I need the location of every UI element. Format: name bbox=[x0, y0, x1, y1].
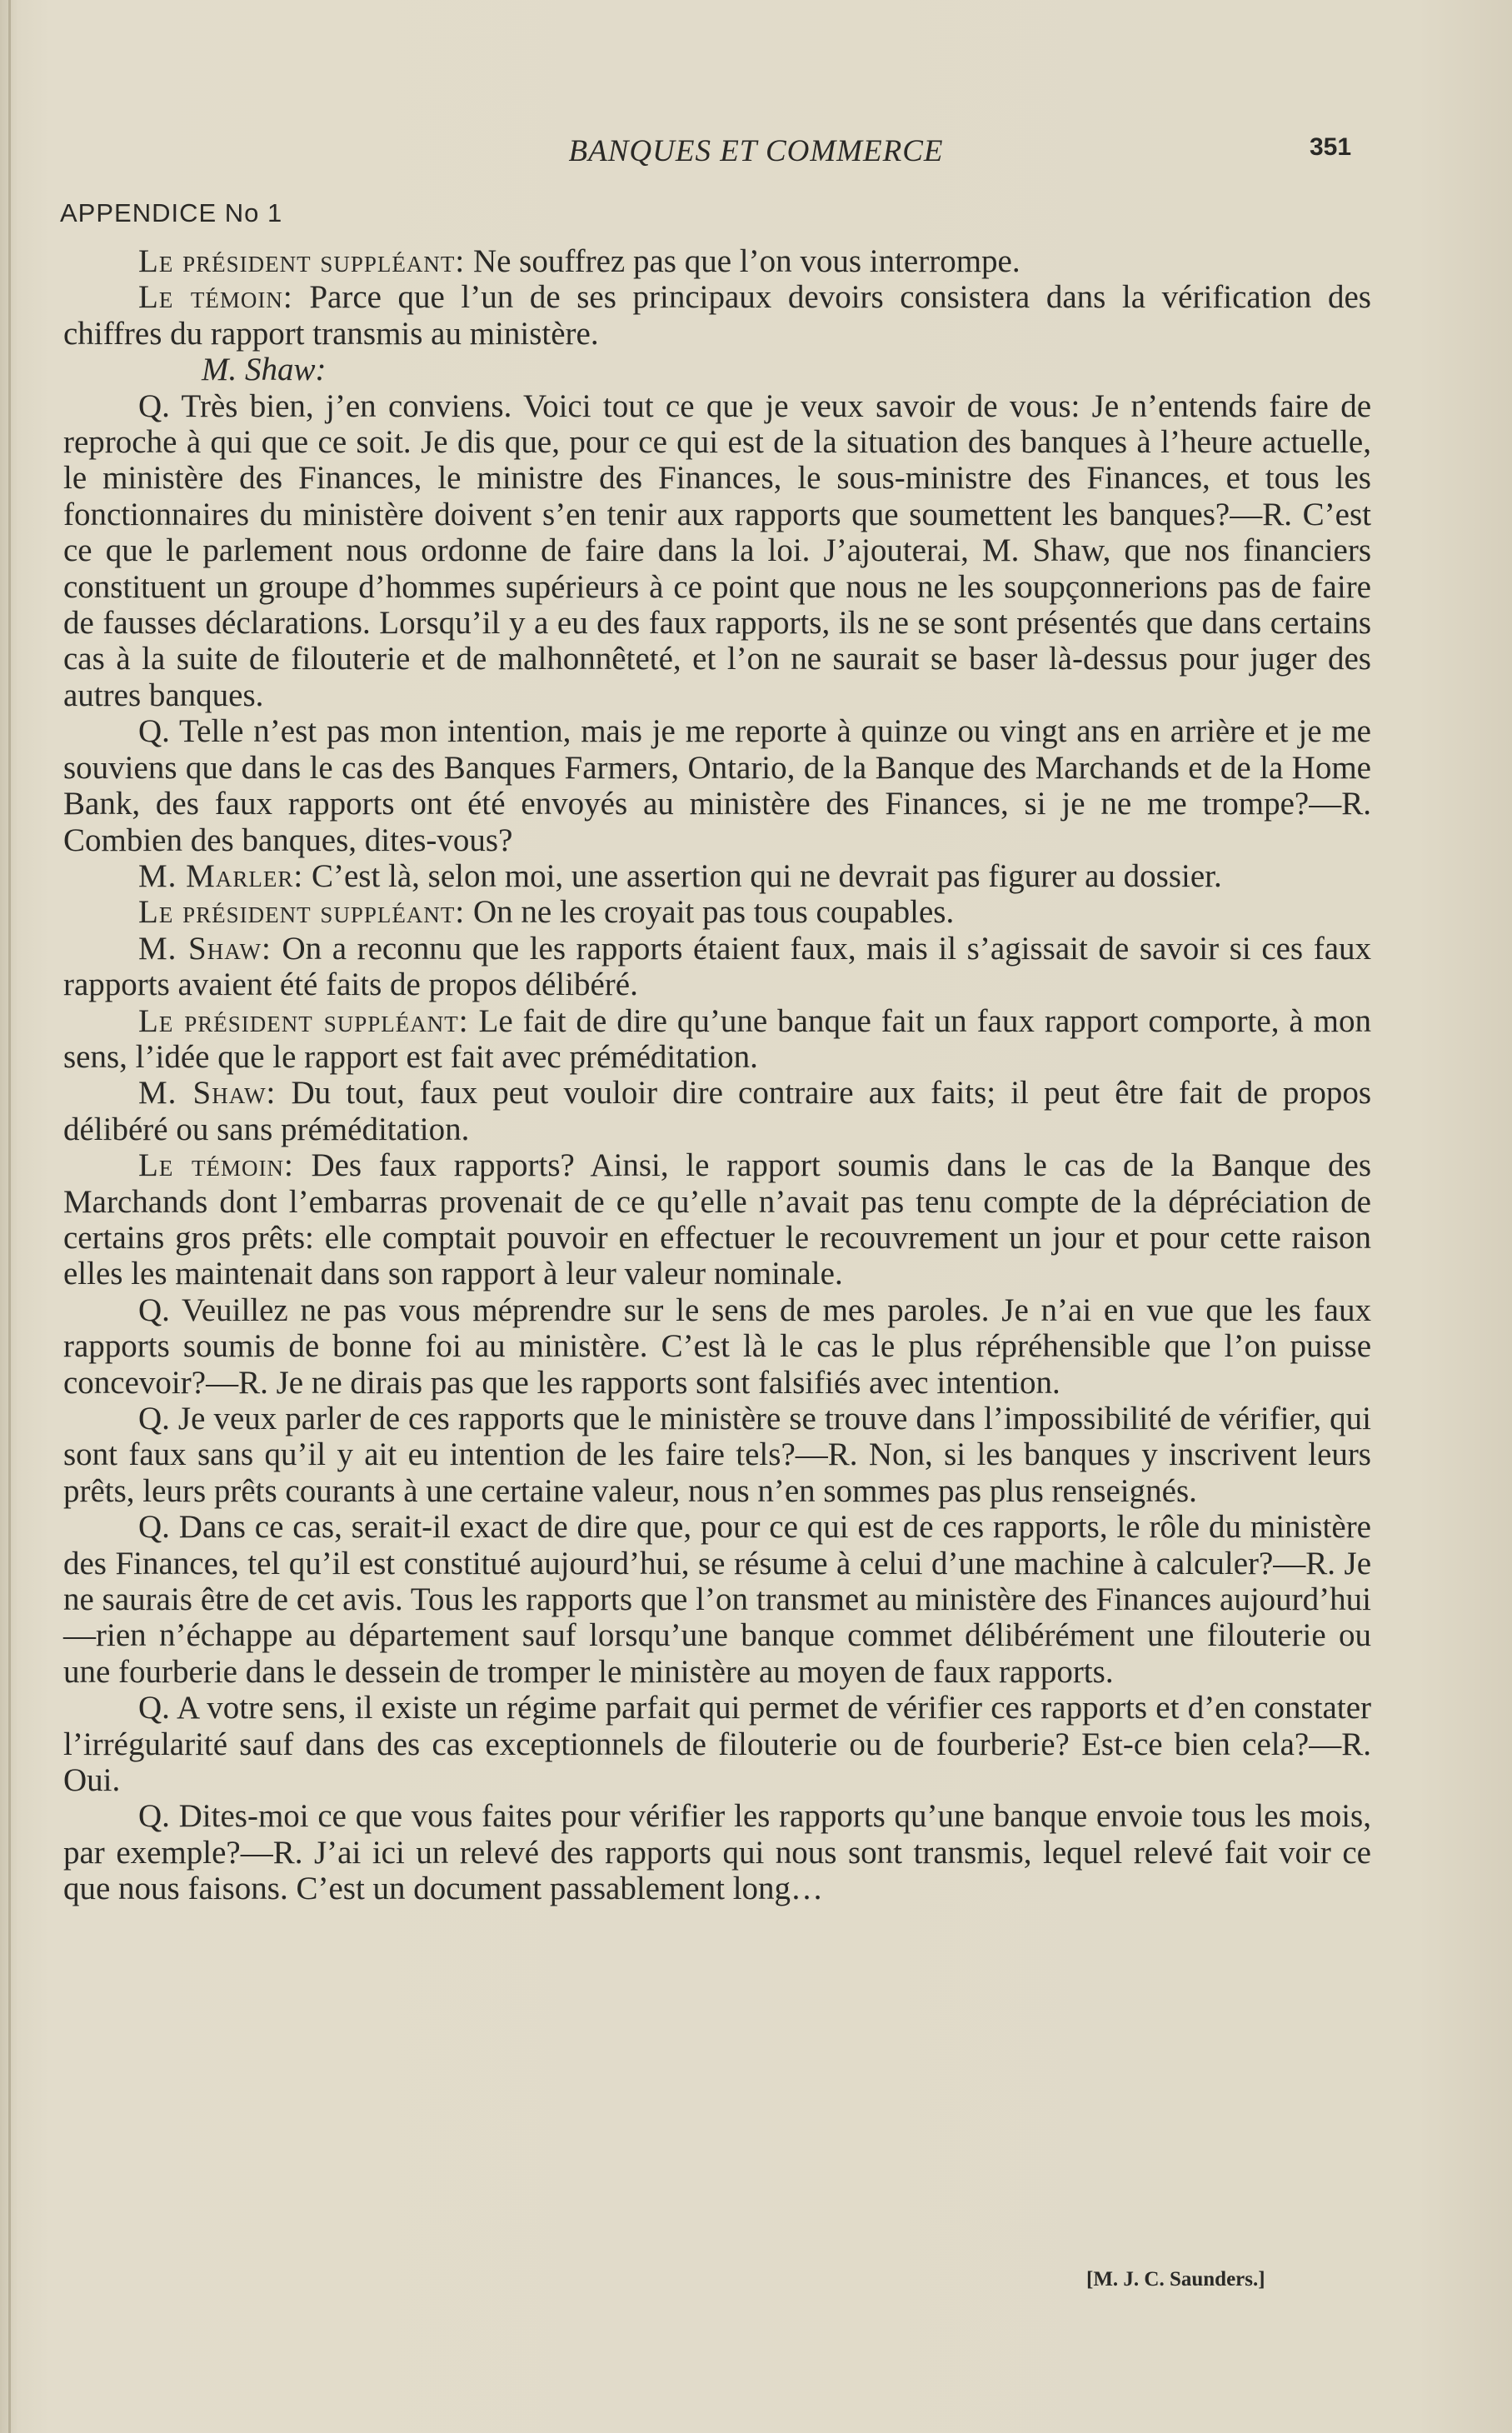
paragraph bbox=[63, 1003, 1371, 1076]
paragraph bbox=[63, 1690, 1371, 1798]
paragraph-text: Parce que l’un de ses principaux devoirs consistera dans la vérification des chiffres du rapport transmis au ministère. bbox=[63, 279, 1371, 352]
speaker-label: M. Shaw: bbox=[138, 930, 272, 967]
paragraph-text: Q. Dans ce cas, serait-il exact de dire que, pour ce qui est de ces rapports, le rôle du ministère des Finances, tel qu’il est constitué aujourd’hui, se résume à celui d’une machine à calculer?—R. Je ne saurais être de cet avis. Tous les rapports que l’on transmet au ministère des Finances aujourd’hui—rien n’échappe au département sauf lorsqu’une banque commet délibérément une filouterie ou une fourberie dans le dessein de tromper le ministère au moyen de faux rapports. bbox=[63, 1509, 1371, 1690]
appendix-label: APPENDICE No 1 bbox=[60, 198, 283, 227]
paragraph bbox=[63, 894, 1371, 930]
paragraph bbox=[63, 1292, 1371, 1401]
witness-signature: [M. J. C. Saunders.] bbox=[1086, 2268, 1265, 2291]
speaker-label: Le témoin: bbox=[138, 1147, 294, 1184]
paragraph-text: Ne souffrez pas que l’on vous interrompe. bbox=[465, 243, 1020, 279]
speaker-label: Le président suppléant: bbox=[138, 894, 466, 931]
paragraph-text: M. Shaw: bbox=[202, 352, 327, 388]
paragraph-text: Q. Très bien, j’en conviens. Voici tout ce que je veux savoir de vous: Je n’entends faire de reproche à qui que ce soit. Je dis que, pour ce qui est de la situation des banques à l’heure actuelle, le ministère des Finances, le ministre des Finances, le sous-ministre des Finances, et tous les fonctionnaires du ministère doivent s’en tenir aux rapports que soumettent les banques?—R. C’est ce que le parlement nous ordonne de faire dans la loi. J’ajouterai, M. Shaw, que nos financiers constituent un groupe d’hommes supérieurs à ce point que nous ne les soupçonnerions pas de faire de fausses déclarations. Lorsqu’il y a eu des faux rapports, ils ne se sont présentés que dans certains cas à la suite de filouterie et de malhonnêteté, et l’on ne saurait se baser là-dessus pour juger des autres banques. bbox=[63, 387, 1371, 713]
paragraph-text: C’est là, selon moi, une assertion qui ne devrait pas figurer au dossier. bbox=[303, 857, 1222, 894]
speaker-label: Le président suppléant: bbox=[138, 1002, 469, 1039]
paragraph bbox=[63, 1401, 1371, 1509]
body-text bbox=[63, 243, 1371, 1907]
paragraph bbox=[63, 1147, 1371, 1292]
paragraph-text: Q. Telle n’est pas mon intention, mais je me reporte à quinze ou vingt ans en arrière et je me souviens que dans le cas des Banques Farmers, Ontario, de la Banque des Marchands et de la Home Bank, des faux rapports ont été envoyés au ministère des Finances, si je ne me trompe?—R. Combien des banques, dites-vous? bbox=[63, 713, 1371, 858]
running-title: BANQUES ET COMMERCE bbox=[568, 134, 944, 168]
paragraph-text: Q. Dites-moi ce que vous faites pour vérifier les rapports qu’une banque envoie tous les mois, par exemple?—R. J’ai ici un relevé des rapports qui nous sont transmis, lequel relevé fait voir ce que nous faisons. C’est un document passablement long… bbox=[63, 1798, 1371, 1907]
paragraph bbox=[63, 858, 1371, 894]
paragraph-text: Des faux rapports? Ainsi, le rapport soumis dans le cas de la Banque des Marchands dont l’embarras provenait de ce qu’elle n’avait pas tenu compte de la dépréciation de certains gros prêts: elle comptait pouvoir en effectuer le recouvrement un jour et pour cette raison elles les maintenait dans son rapport à leur valeur nominale. bbox=[63, 1147, 1371, 1292]
paragraph bbox=[63, 1509, 1371, 1690]
paragraph-text: On a reconnu que les rapports étaient faux, mais il s’agissait de savoir si ces faux rapports avaient été faits de propos délibéré. bbox=[63, 930, 1371, 1003]
binding-edge bbox=[8, 0, 11, 2433]
paragraph-text: Du tout, faux peut vouloir dire contraire aux faits; il peut être fait de propos délibéré ou sans préméditation. bbox=[63, 1075, 1371, 1147]
paragraph bbox=[63, 279, 1371, 352]
paragraph-text: Q. Je veux parler de ces rapports que le ministère se trouve dans l’impossibilité de vérifier, qui sont faux sans qu’il y ait eu intention de les faire tels?—R. Non, si les banques y inscrivent leurs prêts, leurs prêts courants à une certaine valeur, nous n’en sommes pas plus renseignés. bbox=[63, 1401, 1371, 1509]
paragraph bbox=[63, 1075, 1371, 1147]
paragraph-text: On ne les croyait pas tous coupables. bbox=[465, 894, 955, 931]
speaker-label: M. Shaw: bbox=[138, 1075, 277, 1112]
paragraph-text: Q. A votre sens, il existe un régime parfait qui permet de vérifier ces rapports et d’en constater l’irrégularité sauf dans des cas exceptionnels de filouterie ou de fourberie? Est-ce bien cela?—R. Oui. bbox=[63, 1690, 1371, 1799]
paragraph-text: Q. Veuillez ne pas vous méprendre sur le sens de mes paroles. Je n’ai en vue que les faux rapports soumis de bonne foi au ministère. C’est là le cas le plus répréhensible que l’on puisse concevoir?—R. Je ne dirais pas que les rapports sont falsifiés avec intention. bbox=[63, 1291, 1371, 1401]
paragraph bbox=[63, 931, 1371, 1003]
speaker-label: Le témoin: bbox=[138, 279, 293, 316]
page-number: 351 bbox=[1310, 133, 1352, 161]
speaker-label: Le président suppléant: bbox=[138, 243, 466, 279]
paragraph bbox=[63, 243, 1371, 279]
paragraph bbox=[63, 1798, 1371, 1906]
speaker-heading bbox=[63, 352, 1371, 387]
paragraph bbox=[63, 713, 1371, 858]
paragraph bbox=[63, 388, 1371, 714]
speaker-label: M. Marler: bbox=[138, 857, 304, 894]
paragraph-text: Le fait de dire qu’une banque fait un faux rapport comporte, à mon sens, l’idée que le rapport est fait avec préméditation. bbox=[63, 1002, 1371, 1075]
